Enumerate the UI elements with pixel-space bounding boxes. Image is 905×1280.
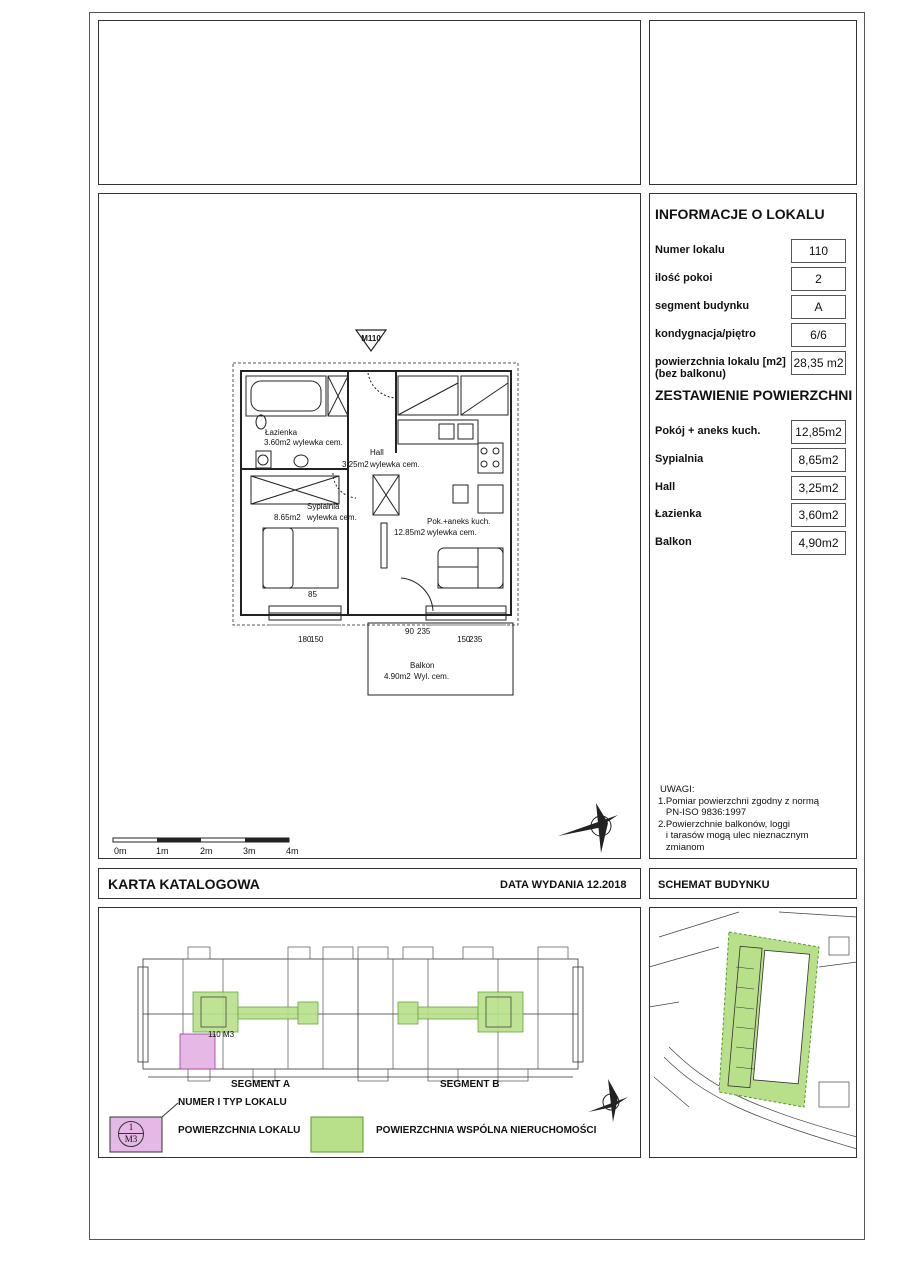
notes-line-4: i tarasów mogą ulec nieznacznym (658, 830, 809, 841)
summary-label-balcony: Balkon (655, 536, 692, 548)
legend-badge-top: 1 (128, 1122, 134, 1132)
room-floor-balcony: Wyl. cem. (414, 672, 450, 681)
document-title: KARTA KATALOGOWA (108, 876, 260, 892)
notes-line-1: 1.Pomiar powierzchni zgodny z normą (658, 796, 820, 807)
legend-common-area: POWIERZCHNIA WSPÓLNA NIERUCHOMOŚCI (376, 1125, 597, 1136)
legend-badge-bottom: M3 (119, 1133, 143, 1145)
summary-value-bedroom: 8,65m2 (791, 448, 846, 472)
floor-plan-drawing (98, 193, 641, 859)
dim-150-a: 150 (310, 635, 324, 644)
room-area-living: 12.85m2 (394, 528, 426, 537)
room-floor-living: wylewka cem. (427, 528, 477, 537)
legend-badge (118, 1121, 144, 1147)
issue-date: DATA WYDANIA 12.2018 (500, 879, 627, 891)
segment-a-label: SEGMENT A (231, 1079, 291, 1090)
info-heading: INFORMACJE O LOKALU (655, 206, 825, 222)
summary-value-living: 12,85m2 (791, 420, 846, 444)
summary-heading: ZESTAWIENIE POWIERZCHNI (655, 387, 853, 403)
summary-label-living: Pokój + aneks kuch. (655, 425, 761, 437)
info-label-segment: segment budynku (655, 300, 750, 312)
dim-180: 180 (298, 635, 312, 644)
dim-85: 85 (308, 590, 317, 599)
info-label-area-note: (bez balkonu) (655, 368, 726, 380)
notes-line-3: 2.Powierzchnie balkonów, loggi (658, 819, 791, 830)
notes-line-5: zmianom (658, 842, 705, 853)
summary-label-hall: Hall (655, 481, 676, 493)
room-name-hall: Hall (370, 448, 384, 457)
scale-tick-1: 1m (156, 846, 169, 856)
info-value-area: 28,35 m2 (791, 351, 846, 375)
info-value-rooms: 2 (791, 267, 846, 291)
summary-value-balcony: 4,90m2 (791, 531, 846, 555)
scale-tick-3: 3m (243, 846, 256, 856)
summary-label-bedroom: Sypialnia (655, 453, 704, 465)
room-name-bathroom: Łazienka (265, 428, 298, 437)
plan-marker-label: M110 (361, 334, 381, 343)
dim-235-b: 235 (469, 635, 483, 644)
room-area-hall: 3.25m2 (342, 460, 369, 469)
summary-label-bathroom: Łazienka (655, 508, 702, 520)
room-area-bedroom: 8.65m2 (274, 513, 301, 522)
segment-b-label: SEGMENT B (440, 1079, 500, 1090)
header-left-box (98, 20, 641, 185)
legend-unit-area: POWIERZCHNIA LOKALU (178, 1125, 301, 1136)
room-name-bedroom: Sypialnia (307, 502, 340, 511)
notes-title: UWAGI: (660, 784, 695, 795)
room-area-balcony: 4.90m2 (384, 672, 411, 681)
room-name-balcony: Balkon (410, 661, 435, 670)
info-label-area: powierzchnia lokalu [m2] (655, 356, 786, 368)
dim-235-a: 235 (417, 627, 431, 636)
key-plan-drawing (98, 907, 641, 1158)
info-label-rooms: ilość pokoi (655, 272, 713, 284)
key-plan-unit-tag: 110 M3 (208, 1030, 235, 1039)
info-value-segment: A (791, 295, 846, 319)
room-floor-bedroom: wylewka cem. (307, 513, 357, 522)
room-area-bathroom: 3.60m2 (264, 438, 291, 447)
summary-value-hall: 3,25m2 (791, 476, 846, 500)
legend-number-type: NUMER I TYP LOKALU (178, 1097, 287, 1108)
info-value-floor: 6/6 (791, 323, 846, 347)
summary-value-bathroom: 3,60m2 (791, 503, 846, 527)
site-plan-drawing (649, 907, 857, 1158)
room-floor-hall: wylewka cem. (370, 460, 420, 469)
scale-tick-4: 4m (286, 846, 299, 856)
dim-150-b: 150 (457, 635, 471, 644)
notes-line-2: PN-ISO 9836:1997 (658, 807, 747, 818)
scheme-title: SCHEMAT BUDYNKU (658, 879, 770, 891)
room-name-living: Pok.+aneks kuch. (427, 517, 491, 526)
scale-tick-0: 0m (114, 846, 127, 856)
info-label-unit-number: Numer lokalu (655, 244, 725, 256)
scale-tick-2: 2m (200, 846, 213, 856)
info-label-floor: kondygnacja/piętro (655, 328, 756, 340)
room-floor-bathroom: wylewka cem. (293, 438, 343, 447)
header-right-box (649, 20, 857, 185)
dim-90: 90 (405, 627, 414, 636)
scale-bar (113, 836, 293, 846)
info-value-unit-number: 110 (791, 239, 846, 263)
